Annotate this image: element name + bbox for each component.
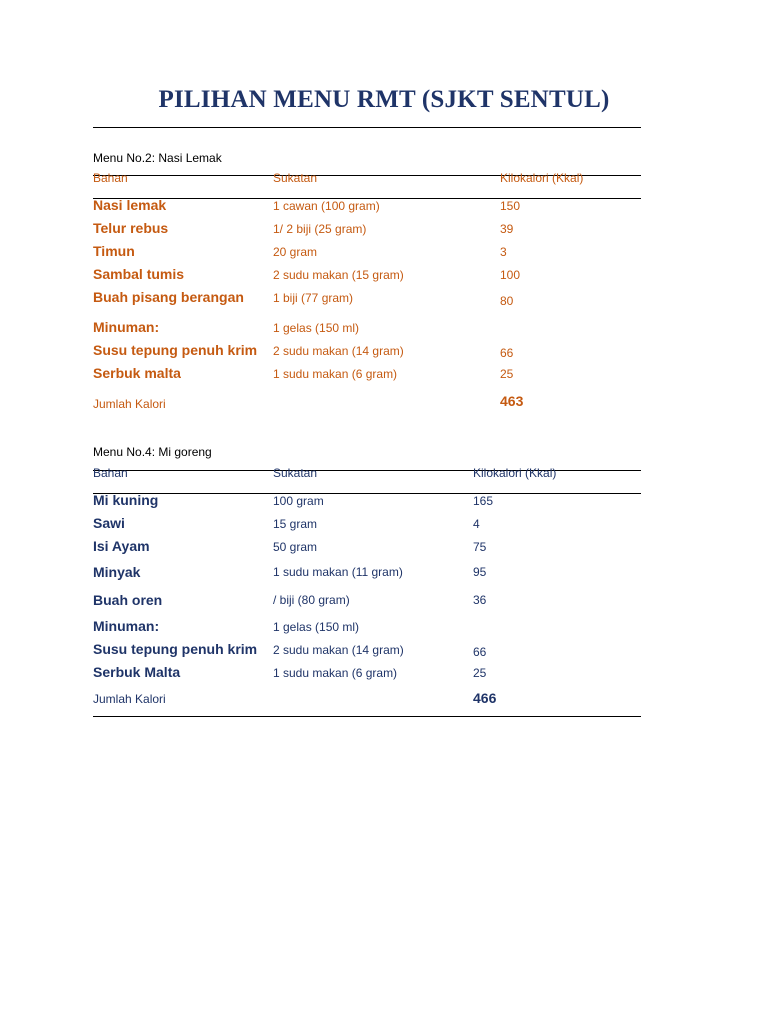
menu-heading: Menu No.2: Nasi Lemak [93, 151, 222, 165]
ingredient-kcal: 66 [500, 346, 514, 360]
column-header-amount: Sukatan [273, 171, 318, 185]
ingredient-kcal: 66 [473, 645, 487, 659]
ingredient-kcal: 39 [500, 222, 514, 236]
ingredient-name: Susu tepung penuh krim [93, 342, 258, 358]
total-value: 463 [500, 393, 524, 409]
ingredient-name: Buah pisang berangan [93, 289, 244, 305]
table-header [93, 171, 641, 199]
menu-section-nasi-lemak [93, 150, 641, 411]
ingredient-name: Susu tepung penuh krim [93, 641, 258, 657]
ingredient-amount: 1 sudu makan (6 gram) [273, 367, 398, 381]
ingredient-name: Sambal tumis [93, 266, 185, 282]
ingredient-amount: 1 sudu makan (11 gram) [273, 565, 403, 579]
ingredient-amount: 50 gram [273, 540, 318, 554]
ingredient-kcal: 95 [473, 565, 487, 579]
ingredient-kcal: 3 [500, 245, 507, 259]
ingredient-kcal: 36 [473, 593, 487, 607]
ingredient-amount: 1 sudu makan (6 gram) [273, 666, 398, 680]
ingredient-name: Nasi lemak [93, 197, 167, 213]
ingredient-amount: / biji (80 gram) [273, 593, 350, 607]
menu-heading: Menu No.4: Mi goreng [93, 445, 212, 459]
ingredient-name: Mi kuning [93, 492, 159, 508]
title-divider [93, 127, 641, 128]
ingredient-name: Isi Ayam [93, 538, 150, 554]
ingredient-name: Buah oren [93, 592, 163, 608]
column-header-ingredient: Bahan [93, 171, 128, 185]
total-label: Jumlah Kalori [93, 692, 166, 706]
ingredient-kcal: 150 [500, 199, 521, 213]
column-header-amount: Sukatan [273, 466, 318, 480]
ingredient-kcal: 100 [500, 268, 521, 282]
ingredient-name: Sawi [93, 515, 125, 531]
total-row [93, 690, 641, 712]
ingredient-name: Serbuk malta [93, 365, 181, 381]
ingredient-name: Serbuk Malta [93, 664, 181, 680]
ingredient-name: Timun [93, 243, 135, 259]
ingredient-kcal: 80 [500, 294, 514, 308]
ingredient-amount: 1 biji (77 gram) [273, 291, 354, 305]
ingredient-amount: 15 gram [273, 517, 318, 531]
ingredient-amount: 2 sudu makan (14 gram) [273, 344, 404, 358]
table-header [93, 466, 641, 494]
ingredient-name: Telur rebus [93, 220, 169, 236]
ingredient-name: Minuman: [93, 618, 160, 634]
ingredient-amount: 100 gram [273, 494, 324, 508]
ingredient-kcal: 25 [500, 367, 514, 381]
ingredient-amount: 1 cawan (100 gram) [273, 199, 380, 213]
ingredient-kcal: 165 [473, 494, 494, 508]
menu-section-mi-goreng [93, 444, 641, 706]
ingredient-amount: 2 sudu makan (15 gram) [273, 268, 404, 282]
column-header-ingredient: Bahan [93, 466, 128, 480]
column-header-kcal: Kilokalori (Kkal) [500, 171, 584, 185]
bottom-divider [93, 716, 641, 717]
ingredient-kcal: 75 [473, 540, 487, 554]
ingredient-name: Minuman: [93, 319, 160, 335]
ingredient-kcal: 4 [473, 517, 480, 531]
ingredient-amount: 1 gelas (150 ml) [273, 321, 360, 335]
ingredient-name: Minyak [93, 564, 141, 580]
total-row [93, 393, 641, 415]
ingredient-amount: 20 gram [273, 245, 318, 259]
ingredient-amount: 1/ 2 biji (25 gram) [273, 222, 367, 236]
column-header-kcal: Kilokalori (Kkal) [473, 466, 557, 480]
ingredient-kcal: 25 [473, 666, 487, 680]
total-label: Jumlah Kalori [93, 397, 166, 411]
ingredient-amount: 2 sudu makan (14 gram) [273, 643, 404, 657]
total-value: 466 [473, 690, 497, 706]
page-title: PILIHAN MENU RMT (SJKT SENTUL) [158, 86, 610, 113]
ingredient-amount: 1 gelas (150 ml) [273, 620, 360, 634]
